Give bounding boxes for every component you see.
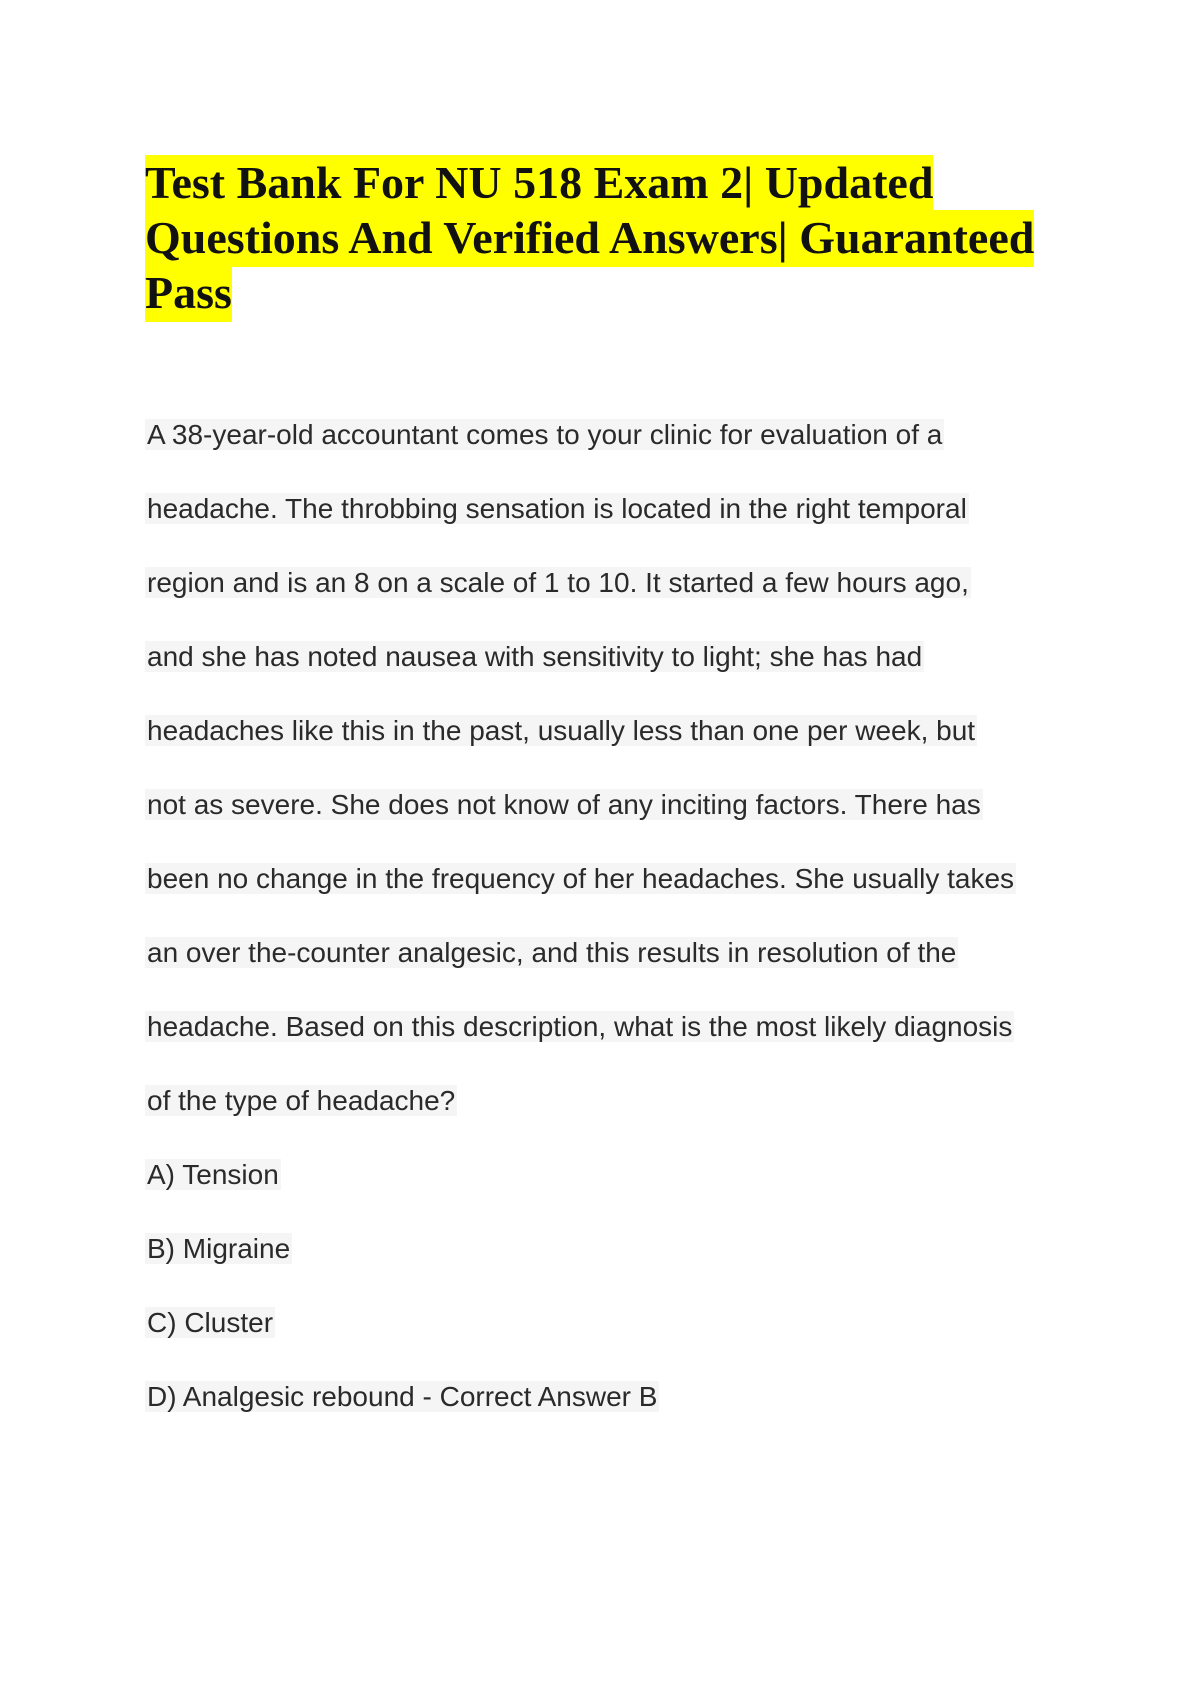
question-line xyxy=(145,627,1065,701)
document-title xyxy=(145,155,1045,320)
question-text: region and is an 8 on a scale of 1 to 10. It started a few hours ago, xyxy=(147,567,969,598)
title-line-2: Questions And Verified Answers| Guaranteed xyxy=(145,210,1034,267)
question-text: headache. Based on this description, what is the most likely diagnosis xyxy=(147,1011,1013,1042)
option-d-text: D) Analgesic rebound - Correct Answer B xyxy=(147,1381,658,1412)
option-a xyxy=(145,1145,1065,1219)
question-text: headache. The throbbing sensation is located in the right temporal xyxy=(147,493,967,524)
question-text: A 38-year-old accountant comes to your clinic for evaluation of a xyxy=(147,419,943,450)
question-text: been no change in the frequency of her headaches. She usually takes xyxy=(147,863,1015,894)
question-block xyxy=(145,405,1065,1441)
question-line xyxy=(145,849,1065,923)
question-text: not as severe. She does not know of any inciting factors. There has xyxy=(147,789,981,820)
question-line xyxy=(145,923,1065,997)
question-line xyxy=(145,479,1065,553)
question-line xyxy=(145,553,1065,627)
question-text: and she has noted nausea with sensitivity to light; she has had xyxy=(147,641,923,672)
question-line xyxy=(145,701,1065,775)
question-line xyxy=(145,1071,1065,1145)
option-c xyxy=(145,1293,1065,1367)
option-b xyxy=(145,1219,1065,1293)
question-line xyxy=(145,997,1065,1071)
title-line-1: Test Bank For NU 518 Exam 2| Updated xyxy=(145,155,933,212)
option-b-text: B) Migraine xyxy=(147,1233,291,1264)
title-line-3: Pass xyxy=(145,265,232,322)
question-text: headaches like this in the past, usually less than one per week, but xyxy=(147,715,976,746)
question-line xyxy=(145,775,1065,849)
question-text: an over the-counter analgesic, and this results in resolution of the xyxy=(147,937,957,968)
question-line xyxy=(145,405,1065,479)
question-text: of the type of headache? xyxy=(147,1085,456,1116)
option-a-text: A) Tension xyxy=(147,1159,279,1190)
option-d xyxy=(145,1367,1065,1441)
option-c-text: C) Cluster xyxy=(147,1307,274,1338)
